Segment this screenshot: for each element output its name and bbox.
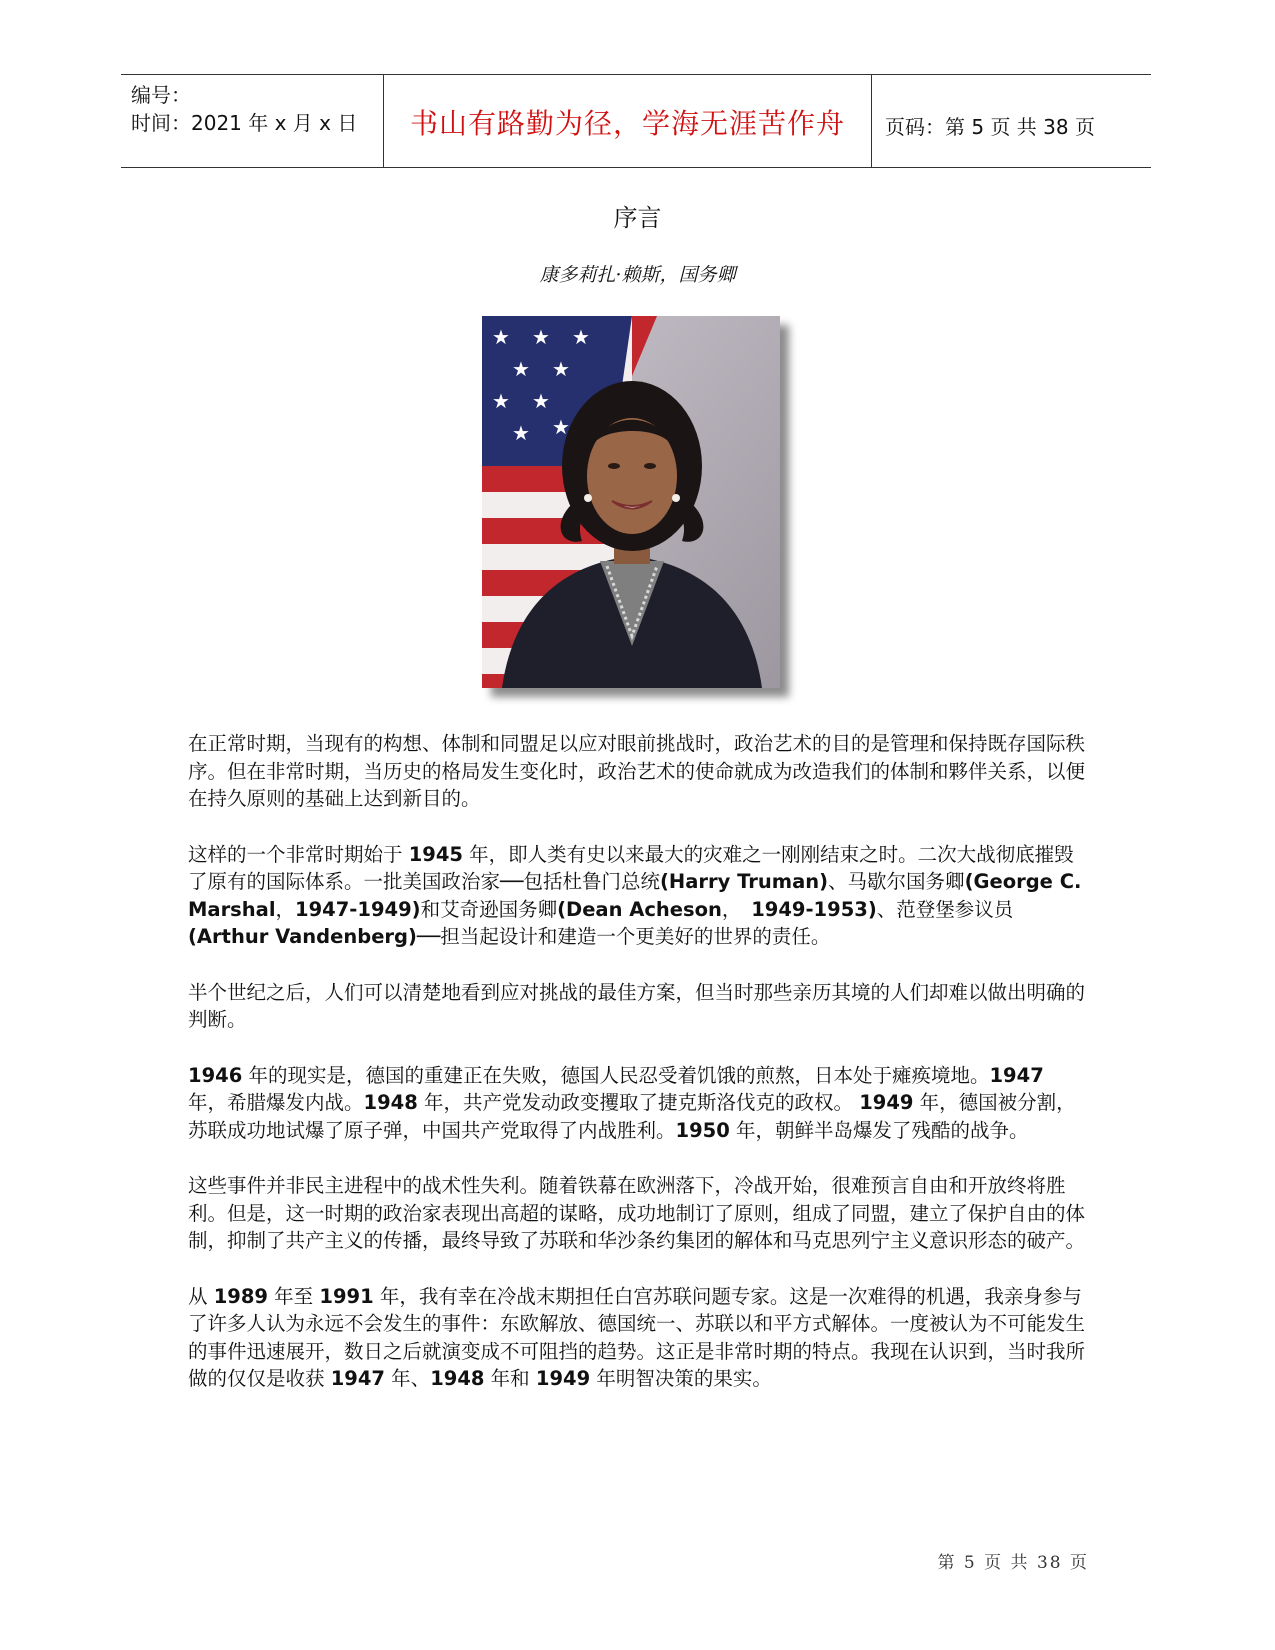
bold-text-run: (Arthur Vandenberg)	[188, 925, 417, 948]
bold-text-run: 1950	[675, 1118, 730, 1142]
svg-text:★: ★	[492, 325, 510, 349]
header-motto: 书山有路勤为径，学海无涯苦作舟	[409, 107, 845, 140]
text-run: 在正常时期，当现有的构想、体制和同盟足以应对眼前挑战时，政治艺术的目的是管理和保持既存国际秩序。但在非常时期，当历史的格局发生变化时，政治艺术的使命就成为改造我们的体制和夥伴关系，以便在持久原则的基础上达到新目的。	[188, 732, 1086, 810]
header-left-cell	[121, 75, 383, 167]
author-line: 康多莉扎·赖斯，国务卿	[539, 264, 736, 286]
paragraph	[188, 1062, 1088, 1145]
paragraph	[188, 841, 1088, 951]
text-run: 和艾奇逊国务卿	[420, 897, 558, 921]
svg-text:★: ★	[532, 389, 550, 413]
svg-text:★: ★	[552, 415, 570, 439]
bold-text-run: (George C. Marshal	[188, 870, 1082, 921]
text-run: 年至	[267, 1284, 320, 1308]
bold-text-run: 1946	[188, 1063, 243, 1087]
text-run: 年，希腊爆发内战。	[188, 1091, 364, 1114]
bold-text-run: 1949-1953)	[751, 897, 877, 921]
document-number-label: 编号：	[131, 83, 191, 107]
portrait-illustration	[482, 316, 780, 688]
bold-text-run: 1989	[213, 1284, 268, 1308]
text-run: 年的现实是，德国的重建正在失败，德国人民忍受着饥饿的煎熬，日本处于瘫痪境地。	[242, 1063, 990, 1087]
header-page-label: 页码：第 5 页 共 38 页	[885, 115, 1095, 139]
text-run: 这些事件并非民主进程中的战术性失利。随着铁幕在欧洲落下，冷战开始，很难预言自由和开放终将胜利。但是，这一时期的政治家表现出高超的谋略，成功地制订了原则，组成了同盟，建立了保护自由的体制，抑制了共产主义的传播，最终导致了苏联和华沙条约集团的解体和马克思列宁主义意识形态的破产。	[188, 1174, 1086, 1252]
text-run: 、范登堡参议员	[876, 897, 1014, 921]
text-run: 年，共产党发动政变攫取了捷克斯洛伐克的政权。	[417, 1091, 860, 1114]
svg-text:★: ★	[512, 421, 530, 445]
bold-text-run: 1991	[319, 1284, 374, 1308]
header-center-cell	[383, 75, 872, 167]
bold-text-run: 1949	[535, 1367, 591, 1390]
paragraph	[188, 1172, 1088, 1255]
bold-text-run: 1947-1949)	[295, 897, 421, 921]
text-run: ，	[275, 897, 296, 921]
text-run: 年和	[484, 1367, 536, 1390]
paragraph	[188, 979, 1088, 1034]
bold-text-run: 1947	[330, 1367, 385, 1390]
article-body	[188, 730, 1088, 1421]
svg-text:★: ★	[572, 325, 590, 349]
text-run: ，	[721, 897, 752, 921]
text-run: 这样的一个非常时期始于	[188, 842, 409, 866]
svg-text:★: ★	[532, 325, 550, 349]
bold-text-run: 1949	[859, 1091, 914, 1114]
bold-text-run: 1947	[989, 1063, 1044, 1087]
text-run: 半个世纪之后，人们可以清楚地看到应对挑战的最佳方案，但当时那些亲历其境的人们却难以做出明确的判断。	[188, 980, 1086, 1031]
text-run: 年，即人类有史以来最大的灾难之一刚刚结束之时。二次大战彻底摧毁了原有的国际体系。一批美国政治家──包括杜鲁门总统	[188, 842, 1074, 893]
page-footer: 第 5 页 共 38 页	[937, 1553, 1089, 1573]
text-run: 年明智决策的果实。	[590, 1367, 772, 1390]
text-run: 、马歇尔国务卿	[828, 870, 965, 893]
bold-text-run: (Dean Acheson	[557, 897, 722, 921]
text-run: 年，朝鲜半岛爆发了残酷的战争。	[729, 1118, 1029, 1142]
header-right-cell	[871, 75, 1151, 167]
header-table	[121, 74, 1151, 168]
paragraph	[188, 730, 1088, 813]
page-title: 序言	[613, 204, 662, 232]
svg-text:★: ★	[512, 357, 530, 381]
document-time-label: 时间：2021 年 x 月 x 日	[131, 111, 358, 135]
text-run: 从	[188, 1284, 214, 1308]
text-run: 年，德国被分割，苏联成功地试爆了原子弹，中国共产党取得了内战胜利。	[188, 1091, 1076, 1142]
bold-text-run: 1945	[408, 842, 463, 866]
svg-text:★: ★	[552, 357, 570, 381]
paragraph	[188, 1283, 1088, 1393]
portrait-photo	[482, 316, 780, 688]
text-run: 年，我有幸在冷战末期担任白宫苏联问题专家。这是一次难得的机遇，我亲身参与了许多人认为永远不会发生的事件：东欧解放、德国统一、苏联以和平方式解体。一度被认为不可能发生的事件迅速展开，数日之后就演变成不可阻挡的趋势。这正是非常时期的特点。我现在认识到，当时我所做的仅仅是收获	[188, 1284, 1086, 1390]
bold-text-run: (Harry Truman)	[659, 870, 829, 893]
bold-text-run: 1948	[430, 1367, 485, 1390]
bold-text-run: 1948	[363, 1091, 418, 1114]
text-run: 年、	[384, 1367, 431, 1390]
text-run: ──担当起设计和建造一个更美好的世界的责任。	[416, 925, 831, 948]
svg-text:★: ★	[492, 389, 510, 413]
